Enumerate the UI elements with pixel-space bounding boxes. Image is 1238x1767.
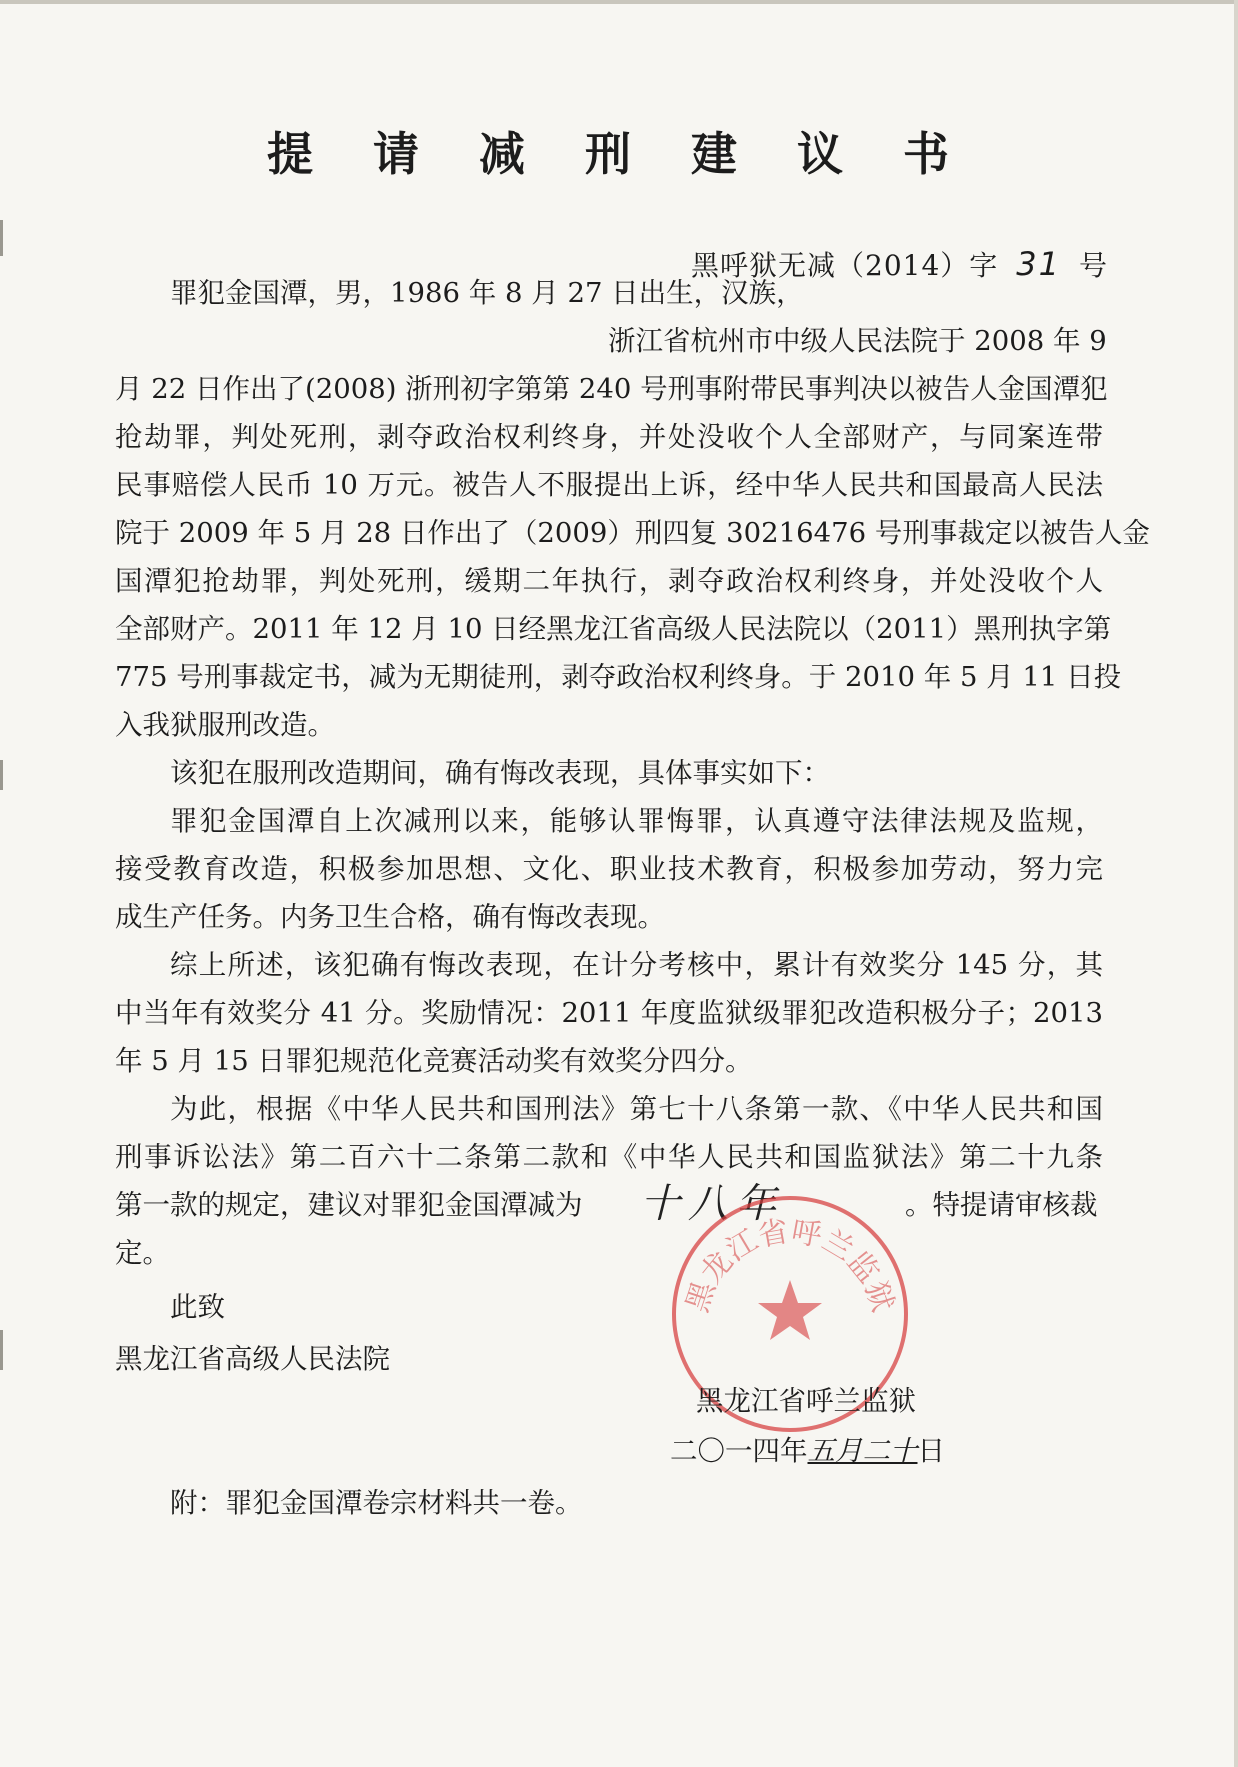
body-line: 接受教育改造，积极参加思想、文化、职业技术教育，积极参加劳动，努力完 — [115, 853, 1103, 885]
body-line: 罪犯金国潭自上次减刑以来，能够认罪悔罪，认真遵守法律法规及监规， — [170, 805, 1103, 837]
proposal-line-after: 。特提请审核裁 — [905, 1189, 1098, 1221]
body-line: 抢劫罪，判处死刑，剥夺政治权利终身，并处没收个人全部财产，与同案连带 — [115, 421, 1103, 453]
body-line: 成生产任务。内务卫生合格，确有悔改表现。 — [115, 901, 665, 933]
body-line: 入我狱服刑改造。 — [115, 709, 335, 741]
date-handwritten: 五月二十 — [807, 1435, 918, 1467]
doc-number-suffix: 号 — [1078, 249, 1108, 282]
issuer: 黑龙江省呼兰监狱 — [696, 1385, 916, 1417]
body-line: 刑事诉讼法》第二百六十二条第二款和《中华人民共和国监狱法》第二十九条 — [115, 1141, 1103, 1173]
body-line: 月 22 日作出了(2008) 浙刑初字第第 240 号刑事附带民事判决以被告人金国潭犯 — [115, 373, 1108, 405]
body-line: 综上所述，该犯确有悔改表现，在计分考核中，累计有效奖分 145 分，其 — [170, 949, 1103, 981]
scan-mark — [0, 760, 3, 790]
body-line: 罪犯金国潭，男，1986 年 8 月 27 日出生，汉族， — [170, 277, 804, 309]
seal-text: 黑龙江省呼兰监狱 — [679, 1214, 901, 1317]
issue-date — [670, 1428, 945, 1468]
salutation: 此致 — [170, 1291, 225, 1323]
body-line: 民事赔偿人民币 10 万元。被告人不服提出上诉，经中华人民共和国最高人民法 — [115, 469, 1103, 501]
document-title: 提 请 减 刑 建 议 书 — [266, 127, 972, 181]
body-line: 为此，根据《中华人民共和国刑法》第七十八条第一款、《中华人民共和国 — [170, 1093, 1103, 1125]
scan-edge — [1234, 0, 1238, 1767]
body-line: 国潭犯抢劫罪，判处死刑，缓期二年执行，剥夺政治权利终身，并处没收个人 — [115, 565, 1103, 597]
body-line: 院于 2009 年 5 月 28 日作出了（2009）刑四复 30216476 号刑事裁定以被告人金 — [115, 517, 1150, 549]
seal-star-icon — [758, 1280, 822, 1340]
attachment-note: 附：罪犯金国潭卷宗材料共一卷。 — [170, 1487, 583, 1519]
date-suffix: 日 — [917, 1435, 945, 1467]
body-line: 全部财产。2011 年 12 月 10 日经黑龙江省高级人民法院以（2011）黑刑执字第 — [115, 613, 1112, 645]
proposal-line-before: 第一款的规定，建议对罪犯金国潭减为 — [115, 1189, 583, 1221]
body-line: 775 号刑事裁定书，减为无期徒刑，剥夺政治权利终身。于 2010 年 5 月 11 日投 — [115, 661, 1122, 693]
body-line: 浙江省杭州市中级人民法院于 2008 年 9 — [608, 325, 1107, 357]
scan-edge — [0, 0, 1238, 4]
handwritten-term: 十八年 — [640, 1181, 784, 1227]
doc-number-handwritten: 31 — [1016, 245, 1061, 283]
scan-mark — [0, 1330, 3, 1370]
scan-mark — [0, 220, 3, 256]
body-line: 年 5 月 15 日罪犯规范化竞赛活动奖有效奖分四分。 — [115, 1045, 753, 1077]
doc-number-prefix: 黑呼狱无减（2014）字 — [691, 249, 999, 282]
proposal-line-end: 定。 — [115, 1237, 170, 1269]
body-line: 中当年有效奖分 41 分。奖励情况：2011 年度监狱级罪犯改造积极分子；2013 — [115, 997, 1103, 1029]
addressee: 黑龙江省高级人民法院 — [115, 1343, 390, 1375]
date-prefix: 二〇一四年 — [670, 1435, 808, 1467]
body-line: 该犯在服刑改造期间，确有悔改表现，具体事实如下： — [170, 757, 830, 789]
